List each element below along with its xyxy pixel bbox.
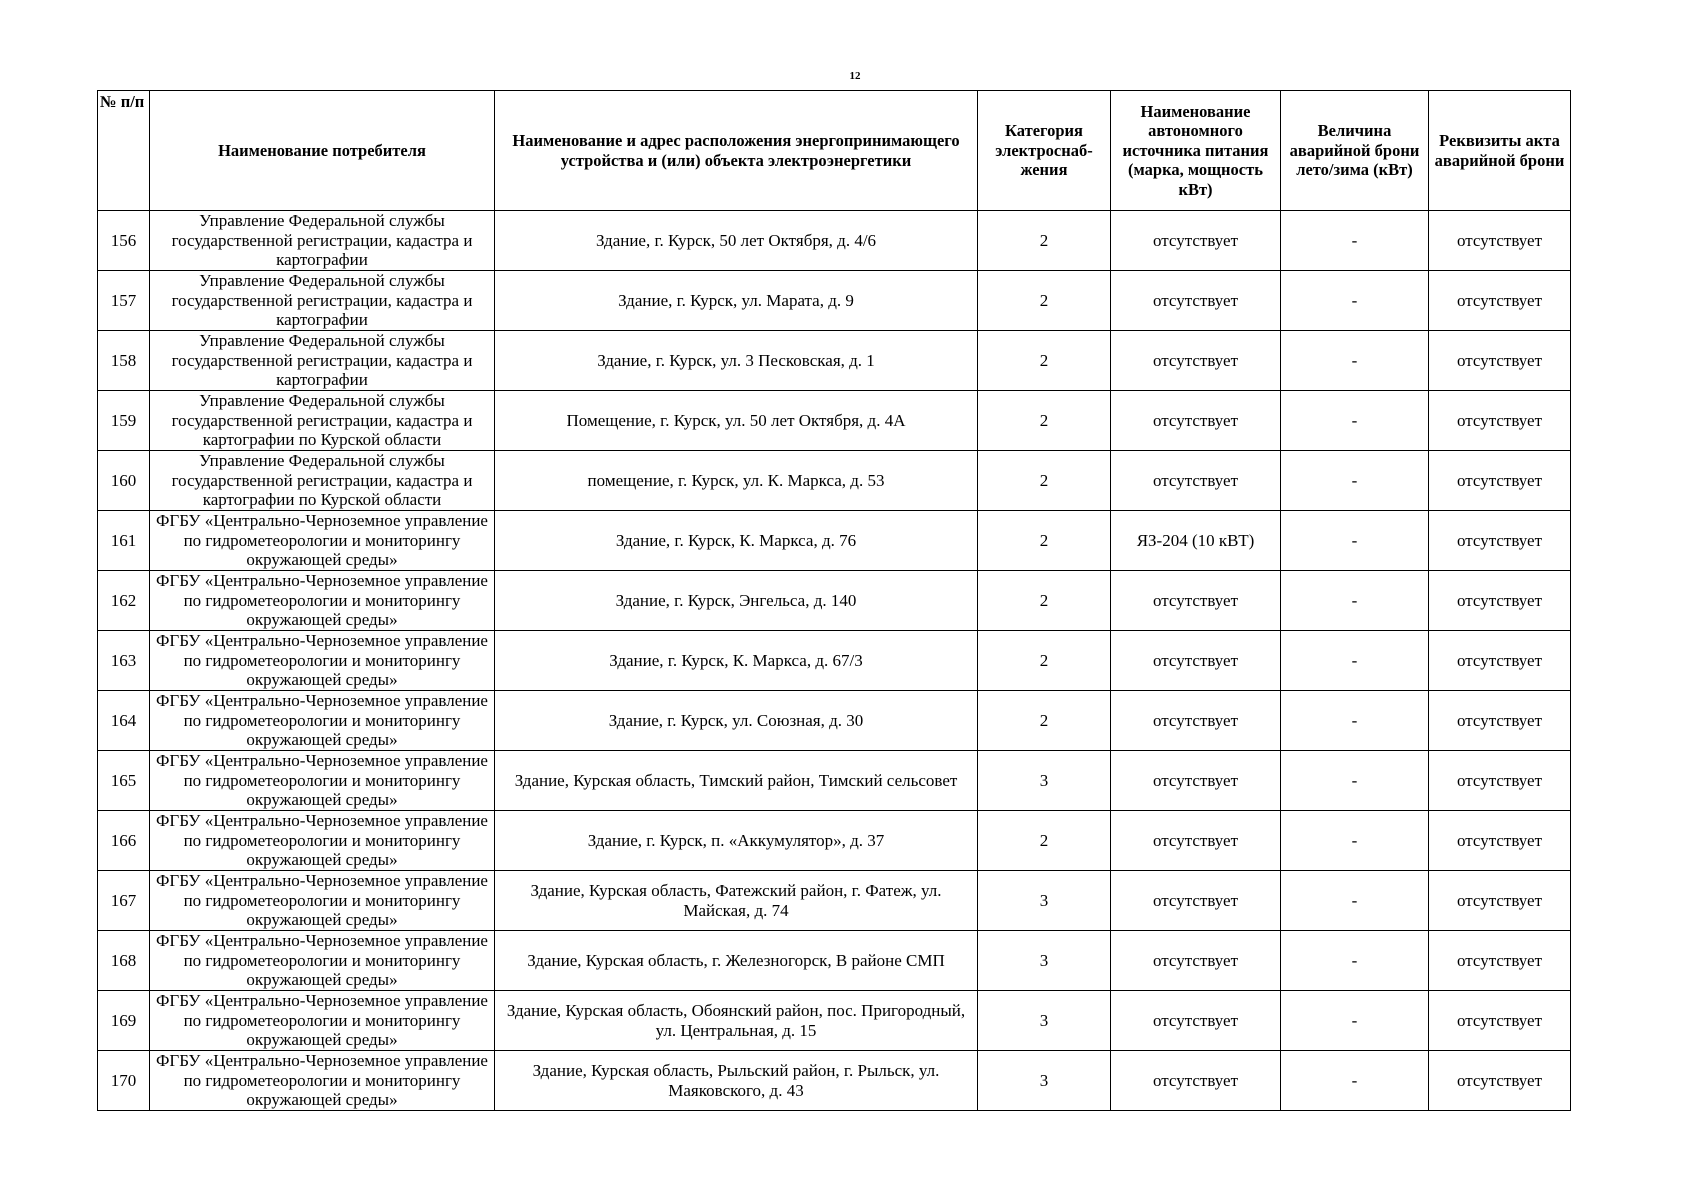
cell-act-details: отсутствует <box>1429 871 1571 931</box>
cell-num: 166 <box>98 811 150 871</box>
cell-address: Здание, Курская область, г. Железногорск, В районе СМП <box>495 931 978 991</box>
table-row <box>98 1051 1571 1111</box>
cell-num: 160 <box>98 451 150 511</box>
cell-category: 3 <box>978 931 1111 991</box>
table-row <box>98 991 1571 1051</box>
cell-num: 170 <box>98 1051 150 1111</box>
cell-num: 156 <box>98 211 150 271</box>
cell-power-source: ЯЗ-204 (10 кВТ) <box>1111 511 1281 571</box>
cell-consumer: Управление Федеральной службы государственной регистрации, кадастра и картографии <box>150 331 495 391</box>
cell-consumer: Управление Федеральной службы государственной регистрации, кадастра и картографии по Курской области <box>150 451 495 511</box>
cell-consumer: ФГБУ «Центрально-Черноземное управление по гидрометеорологии и мониторингу окружающей среды» <box>150 811 495 871</box>
cell-address: Здание, г. Курск, К. Маркса, д. 67/3 <box>495 631 978 691</box>
cell-address: Помещение, г. Курск, ул. 50 лет Октября, д. 4А <box>495 391 978 451</box>
cell-category: 2 <box>978 271 1111 331</box>
cell-reserve-value: - <box>1281 451 1429 511</box>
cell-category: 3 <box>978 751 1111 811</box>
header-num: № п/п <box>98 91 150 211</box>
table-row <box>98 451 1571 511</box>
table-row <box>98 511 1571 571</box>
cell-num: 167 <box>98 871 150 931</box>
table-row <box>98 691 1571 751</box>
cell-power-source: отсутствует <box>1111 751 1281 811</box>
cell-address: Здание, Курская область, Тимский район, Тимский сельсовет <box>495 751 978 811</box>
cell-act-details: отсутствует <box>1429 931 1571 991</box>
cell-consumer: Управление Федеральной службы государственной регистрации, кадастра и картографии <box>150 271 495 331</box>
page-number: 12 <box>849 70 861 82</box>
cell-act-details: отсутствует <box>1429 991 1571 1051</box>
cell-category: 2 <box>978 211 1111 271</box>
cell-category: 2 <box>978 691 1111 751</box>
cell-address: Здание, Курская область, Обоянский район, пос. Пригородный, ул. Центральная, д. 15 <box>495 991 978 1051</box>
table-row <box>98 271 1571 331</box>
cell-num: 165 <box>98 751 150 811</box>
cell-num: 158 <box>98 331 150 391</box>
cell-act-details: отсутствует <box>1429 271 1571 331</box>
cell-address: Здание, г. Курск, ул. Союзная, д. 30 <box>495 691 978 751</box>
cell-num: 162 <box>98 571 150 631</box>
cell-power-source: отсутствует <box>1111 811 1281 871</box>
cell-act-details: отсутствует <box>1429 631 1571 691</box>
table-row <box>98 631 1571 691</box>
cell-category: 2 <box>978 451 1111 511</box>
cell-address: помещение, г. Курск, ул. К. Маркса, д. 53 <box>495 451 978 511</box>
cell-consumer: ФГБУ «Центрально-Черноземное управление по гидрометеорологии и мониторингу окружающей среды» <box>150 691 495 751</box>
cell-consumer: ФГБУ «Центрально-Черноземное управление по гидрометеорологии и мониторингу окружающей среды» <box>150 571 495 631</box>
cell-category: 2 <box>978 391 1111 451</box>
cell-address: Здание, г. Курск, 50 лет Октября, д. 4/6 <box>495 211 978 271</box>
cell-consumer: ФГБУ «Центрально-Черноземное управление по гидрометеорологии и мониторингу окружающей среды» <box>150 931 495 991</box>
cell-power-source: отсутствует <box>1111 1051 1281 1111</box>
table-row <box>98 751 1571 811</box>
cell-act-details: отсутствует <box>1429 811 1571 871</box>
header-consumer: Наименование потребителя <box>150 91 495 211</box>
cell-power-source: отсутствует <box>1111 691 1281 751</box>
cell-category: 3 <box>978 871 1111 931</box>
cell-num: 168 <box>98 931 150 991</box>
table-row <box>98 571 1571 631</box>
cell-power-source: отсутствует <box>1111 931 1281 991</box>
cell-power-source: отсутствует <box>1111 631 1281 691</box>
cell-reserve-value: - <box>1281 391 1429 451</box>
cell-act-details: отсутствует <box>1429 331 1571 391</box>
header-row <box>98 91 1571 211</box>
cell-address: Здание, г. Курск, К. Маркса, д. 76 <box>495 511 978 571</box>
cell-address: Здание, Курская область, Рыльский район, г. Рыльск, ул. Маяковского, д. 43 <box>495 1051 978 1111</box>
cell-num: 169 <box>98 991 150 1051</box>
cell-category: 2 <box>978 331 1111 391</box>
cell-consumer: ФГБУ «Центрально-Черноземное управление по гидрометеорологии и мониторингу окружающей среды» <box>150 991 495 1051</box>
table-row <box>98 871 1571 931</box>
cell-act-details: отсутствует <box>1429 1051 1571 1111</box>
cell-category: 2 <box>978 511 1111 571</box>
table-body <box>98 211 1571 1111</box>
emergency-reserve-table <box>97 90 1571 1111</box>
cell-address: Здание, г. Курск, ул. 3 Песковская, д. 1 <box>495 331 978 391</box>
cell-reserve-value: - <box>1281 691 1429 751</box>
cell-category: 2 <box>978 811 1111 871</box>
cell-power-source: отсутствует <box>1111 271 1281 331</box>
cell-power-source: отсутствует <box>1111 391 1281 451</box>
table-row <box>98 211 1571 271</box>
cell-act-details: отсутствует <box>1429 751 1571 811</box>
header-reserve-value: Величина аварийной брони лето/зима (кВт) <box>1281 91 1429 211</box>
cell-address: Здание, г. Курск, п. «Аккумулятор», д. 37 <box>495 811 978 871</box>
cell-reserve-value: - <box>1281 631 1429 691</box>
cell-power-source: отсутствует <box>1111 571 1281 631</box>
cell-category: 2 <box>978 631 1111 691</box>
cell-consumer: ФГБУ «Центрально-Черноземное управление по гидрометеорологии и мониторингу окружающей среды» <box>150 871 495 931</box>
cell-reserve-value: - <box>1281 991 1429 1051</box>
header-act-details: Реквизиты акта аварийной брони <box>1429 91 1571 211</box>
cell-consumer: Управление Федеральной службы государственной регистрации, кадастра и картографии <box>150 211 495 271</box>
cell-reserve-value: - <box>1281 871 1429 931</box>
cell-reserve-value: - <box>1281 811 1429 871</box>
cell-act-details: отсутствует <box>1429 391 1571 451</box>
header-power-source: Наименование автономного источника питания (марка, мощность кВт) <box>1111 91 1281 211</box>
cell-address: Здание, Курская область, Фатежский район, г. Фатеж, ул. Майская, д. 74 <box>495 871 978 931</box>
header-address: Наименование и адрес расположения энергопринимающего устройства и (или) объекта электроэнергетики <box>495 91 978 211</box>
cell-power-source: отсутствует <box>1111 991 1281 1051</box>
cell-reserve-value: - <box>1281 931 1429 991</box>
cell-num: 164 <box>98 691 150 751</box>
cell-num: 157 <box>98 271 150 331</box>
cell-category: 2 <box>978 571 1111 631</box>
cell-power-source: отсутствует <box>1111 871 1281 931</box>
header-category: Категория электроснаб- жения <box>978 91 1111 211</box>
cell-reserve-value: - <box>1281 511 1429 571</box>
cell-reserve-value: - <box>1281 1051 1429 1111</box>
cell-reserve-value: - <box>1281 331 1429 391</box>
cell-address: Здание, г. Курск, ул. Марата, д. 9 <box>495 271 978 331</box>
cell-act-details: отсутствует <box>1429 691 1571 751</box>
cell-consumer: ФГБУ «Центрально-Черноземное управление по гидрометеорологии и мониторингу окружающей среды» <box>150 511 495 571</box>
cell-consumer: Управление Федеральной службы государственной регистрации, кадастра и картографии по Курской области <box>150 391 495 451</box>
cell-act-details: отсутствует <box>1429 211 1571 271</box>
cell-act-details: отсутствует <box>1429 571 1571 631</box>
cell-consumer: ФГБУ «Центрально-Черноземное управление по гидрометеорологии и мониторингу окружающей среды» <box>150 751 495 811</box>
cell-num: 161 <box>98 511 150 571</box>
table-row <box>98 391 1571 451</box>
cell-reserve-value: - <box>1281 271 1429 331</box>
cell-consumer: ФГБУ «Центрально-Черноземное управление по гидрометеорологии и мониторингу окружающей среды» <box>150 1051 495 1111</box>
cell-power-source: отсутствует <box>1111 331 1281 391</box>
cell-num: 163 <box>98 631 150 691</box>
cell-reserve-value: - <box>1281 571 1429 631</box>
cell-reserve-value: - <box>1281 211 1429 271</box>
table-row <box>98 811 1571 871</box>
cell-address: Здание, г. Курск, Энгельса, д. 140 <box>495 571 978 631</box>
cell-act-details: отсутствует <box>1429 511 1571 571</box>
cell-reserve-value: - <box>1281 751 1429 811</box>
cell-category: 3 <box>978 991 1111 1051</box>
cell-consumer: ФГБУ «Центрально-Черноземное управление по гидрометеорологии и мониторингу окружающей среды» <box>150 631 495 691</box>
table-row <box>98 931 1571 991</box>
cell-power-source: отсутствует <box>1111 451 1281 511</box>
cell-act-details: отсутствует <box>1429 451 1571 511</box>
cell-category: 3 <box>978 1051 1111 1111</box>
table-row <box>98 331 1571 391</box>
cell-power-source: отсутствует <box>1111 211 1281 271</box>
cell-num: 159 <box>98 391 150 451</box>
